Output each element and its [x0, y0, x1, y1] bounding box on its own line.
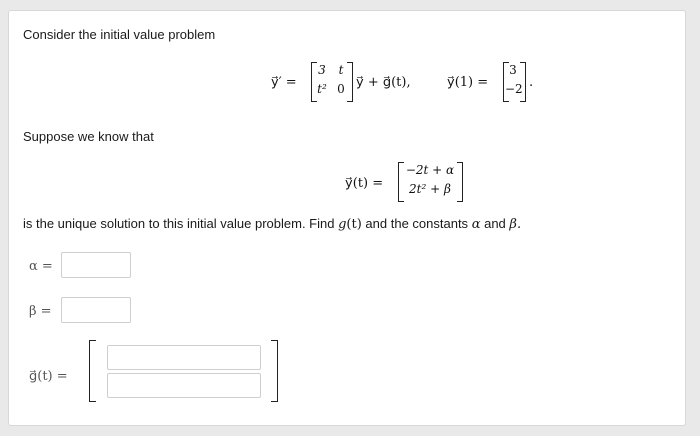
unique-text: [23, 216, 521, 232]
ic-lhs: y⃗(1) =: [447, 75, 489, 90]
ic-right-bracket: [520, 62, 526, 102]
ode-lhs: y⃗′ =: [271, 75, 297, 90]
beta-input[interactable]: [61, 297, 131, 323]
ic-top: 3: [509, 63, 517, 77]
matrix-a12: t: [338, 63, 344, 77]
unique-g-arg: (t): [346, 217, 362, 232]
unique-beta: β.: [509, 217, 522, 232]
unique-alpha: α: [471, 217, 481, 232]
matrix-right-bracket: [347, 62, 353, 102]
solution-lhs: y⃗(t) =: [345, 176, 384, 191]
unique-text-and2: and: [484, 216, 506, 231]
unique-g-letter: g: [338, 217, 347, 232]
unique-g-symbol: [338, 217, 362, 232]
g-label: g⃗(t) =: [29, 369, 68, 384]
suppose-text: Suppose we know that: [23, 129, 154, 144]
intro-text: Consider the initial value problem: [23, 27, 216, 42]
matrix-a21: t²: [317, 82, 327, 96]
unique-text-main: is the unique solution to this initial value problem. Find: [23, 216, 335, 231]
question-panel: [8, 10, 686, 426]
g-top-input[interactable]: [107, 345, 261, 370]
alpha-input[interactable]: [61, 252, 131, 278]
beta-label: β =: [29, 304, 52, 319]
ic-period: .: [529, 75, 534, 90]
solution-right-bracket: [457, 162, 463, 202]
g-bottom-input[interactable]: [107, 373, 261, 398]
solution-bottom: 2t² + β: [409, 182, 451, 196]
alpha-label: α =: [29, 259, 53, 274]
ode-rhs: y⃗ + g⃗(t),: [356, 75, 411, 90]
matrix-a11: 3: [318, 63, 326, 77]
unique-text-and: and the constants: [365, 216, 469, 231]
matrix-a22: 0: [337, 82, 345, 96]
g-left-bracket: [89, 340, 96, 402]
ic-bottom: −2: [505, 82, 523, 96]
solution-top: −2t + α: [405, 163, 455, 177]
g-right-bracket: [271, 340, 278, 402]
